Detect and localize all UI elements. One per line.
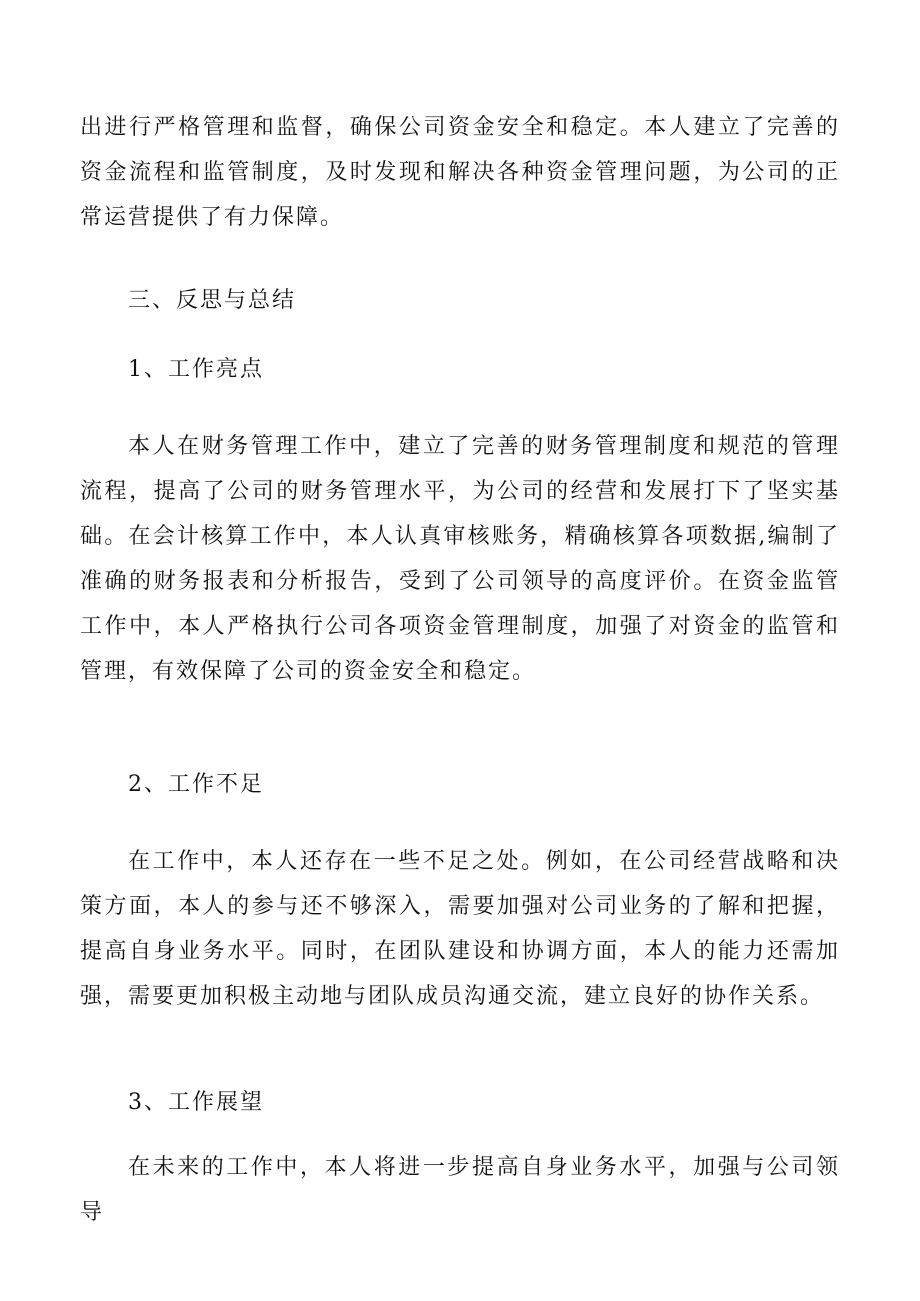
paragraph-shortcomings: 在工作中，本人还存在一些不足之处。例如，在公司经营战略和决策方面，本人的参与还不够深入，需要加强对公司业务的了解和把握，提高自身业务水平。同时，在团队建设和协调方面，本人的能力还需加强，需要更加积极主动地与团队成员沟通交流，建立良好的协作关系。 <box>80 849 840 1009</box>
paragraph-highlights: 本人在财务管理工作中，建立了完善的财务管理制度和规范的管理流程，提高了公司的财务管理水平，为公司的经营和发展打下了坚实基础。在会计核算工作中，本人认真审核账务，精确核算各项数据,编制了准确的财务报表和分析报告，受到了公司领导的高度评价。在资金监管工作中，本人严格执行公司各项资金管理制度，加强了对资金的监管和管理，有效保障了公司的资金安全和稳定。 <box>80 434 840 684</box>
subsection-heading-outlook: 3、工作展望 <box>128 1090 264 1115</box>
subsection-heading-highlights: 1、工作亮点 <box>128 357 264 382</box>
paragraph-outlook: 在未来的工作中，本人将进一步提高自身业务水平，加强与公司领导 <box>80 1155 840 1225</box>
paragraph-continued: 出进行严格管理和监督，确保公司资金安全和稳定。本人建立了完善的资金流程和监管制度，及时发现和解决各种资金管理问题，为公司的正常运营提供了有力保障。 <box>80 115 840 230</box>
subsection-heading-shortcomings: 2、工作不足 <box>128 772 264 797</box>
section-heading: 三、反思与总结 <box>128 288 297 313</box>
